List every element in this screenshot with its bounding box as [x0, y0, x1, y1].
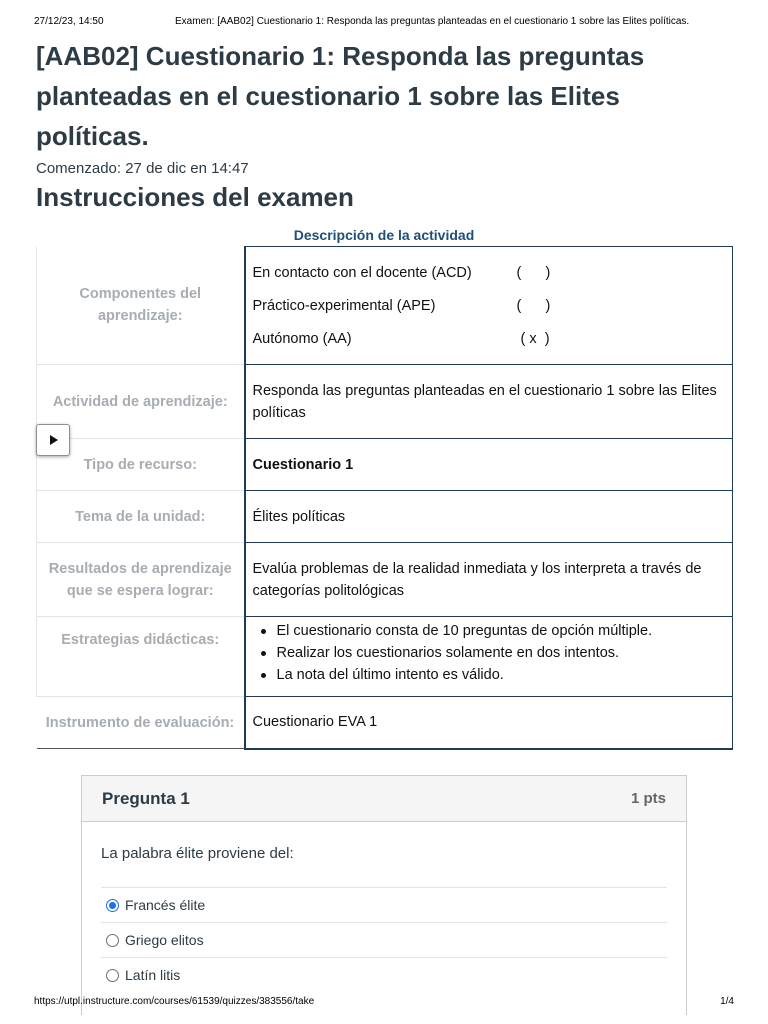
print-datetime: 27/12/23, 14:50 [34, 16, 104, 27]
component-name: En contacto con el docente (ACD) [252, 264, 472, 281]
component-name: Autónomo (AA) [252, 330, 352, 347]
row-components [37, 247, 733, 365]
answer-option[interactable] [101, 887, 667, 922]
answer-option[interactable] [101, 922, 667, 957]
results-label: Resultados de aprendizaje que se espera lograr: [37, 543, 245, 617]
answer-label: Griego elitos [125, 932, 204, 948]
topic-label: Tema de la unidad: [37, 491, 245, 543]
topic-value: Élites políticas [245, 491, 733, 543]
row-resource [37, 439, 733, 491]
row-instrument [37, 697, 733, 749]
instructions-heading: Instrucciones del examen [36, 182, 354, 212]
component-line [253, 289, 723, 322]
instrument-label: Instrumento de evaluación: [37, 697, 245, 749]
strategies-list [253, 620, 723, 686]
print-document-title: Examen: [AAB02] Cuestionario 1: Responda las preguntas planteadas en el cuestionario 1 sobre las Elites políticas. [175, 16, 690, 27]
radio-icon[interactable] [106, 969, 119, 982]
question-card [81, 775, 687, 1015]
question-header [82, 776, 686, 822]
strategies-cell [245, 617, 733, 697]
activity-label: Actividad de aprendizaje: [37, 365, 245, 439]
strategy-item: La nota del último intento es válido. [253, 664, 723, 686]
component-mark: ( ) [516, 297, 551, 314]
components-label: Componentes del aprendizaje: [37, 247, 245, 365]
answer-option[interactable] [101, 957, 667, 992]
question-text: La palabra élite proviene del: [101, 845, 294, 862]
quiz-title: [AAB02] Cuestionario 1: Responda las preguntas planteadas en el cuestionario 1 sobre las Elites políticas. [36, 41, 645, 151]
component-line [253, 322, 723, 355]
strategy-item: El cuestionario consta de 10 preguntas de opción múltiple. [253, 620, 723, 642]
answer-list [101, 887, 667, 992]
answer-label: Latín litis [125, 967, 181, 983]
play-button[interactable] [36, 424, 70, 456]
question-points: 1 pts [630, 790, 666, 807]
results-value: Evalúa problemas de la realidad inmediata y los interpreta a través de categorías politológicas [245, 543, 733, 617]
activity-value: Responda las preguntas planteadas en el cuestionario 1 sobre las Elites políticas [245, 365, 733, 439]
answer-label: Francés élite [125, 897, 206, 913]
components-cell [245, 247, 733, 365]
activity-table-caption: Descripción de la actividad [293, 227, 475, 243]
strategies-label: Estrategias didácticas: [37, 617, 245, 697]
play-icon [50, 435, 58, 445]
quiz-started-date: Comenzado: 27 de dic en 14:47 [36, 160, 249, 177]
component-name: Práctico-experimental (APE) [252, 297, 436, 314]
strategy-item: Realizar los cuestionarios solamente en dos intentos. [253, 642, 723, 664]
activity-description-table [36, 246, 733, 750]
component-mark: ( ) [516, 264, 551, 281]
print-url: https://utpl.instructure.com/courses/61539/quizzes/383556/take [34, 996, 315, 1007]
row-strategies [37, 617, 733, 697]
resource-label: Tipo de recurso: [37, 439, 245, 491]
question-title: Pregunta 1 [102, 788, 190, 808]
radio-selected-icon[interactable] [106, 899, 119, 912]
radio-icon[interactable] [106, 934, 119, 947]
row-topic [37, 491, 733, 543]
print-page-number: 1/4 [720, 996, 734, 1007]
component-line [253, 256, 723, 289]
row-results [37, 543, 733, 617]
row-activity [37, 365, 733, 439]
instrument-value: Cuestionario EVA 1 [245, 697, 733, 749]
component-mark: ( x ) [516, 330, 550, 347]
resource-value: Cuestionario 1 [245, 439, 733, 491]
